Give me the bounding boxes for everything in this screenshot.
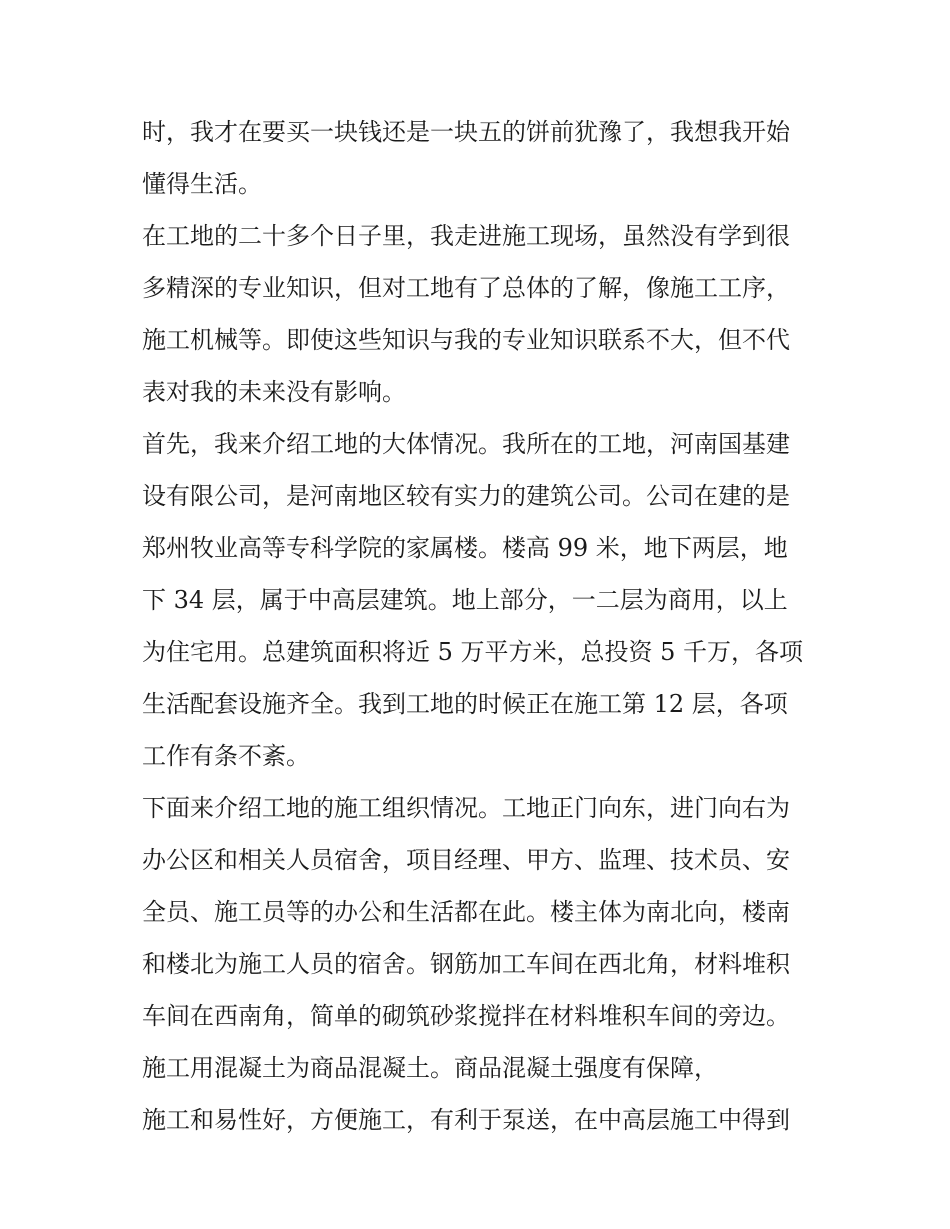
text-line: 生活配套设施齐全。我到工地的时候正在施工第 12 层，各项 xyxy=(142,690,788,718)
text-line: 设有限公司，是河南地区较有实力的建筑公司。公司在建的是 xyxy=(142,482,790,510)
text-line: 工作有条不紊。 xyxy=(142,742,310,770)
text-line: 在工地的二十多个日子里，我走进施工现场，虽然没有学到很 xyxy=(142,222,790,250)
text-line: 办公区和相关人员宿舍，项目经理、甲方、监理、技术员、安 xyxy=(142,846,790,874)
text-line: 车间在西南角，简单的砌筑砂浆搅拌在材料堆积车间的旁边。 xyxy=(142,1002,790,1030)
text-line: 全员、施工员等的办公和生活都在此。楼主体为南北向，楼南 xyxy=(142,898,790,926)
text-line: 时，我才在要买一块钱还是一块五的饼前犹豫了，我想我开始 xyxy=(142,118,790,146)
text-line: 和楼北为施工人员的宿舍。钢筋加工车间在西北角，材料堆积 xyxy=(142,950,790,978)
text-line: 首先，我来介绍工地的大体情况。我所在的工地，河南国基建 xyxy=(142,430,790,458)
text-line: 下 34 层，属于中高层建筑。地上部分，一二层为商用，以上 xyxy=(142,586,788,614)
text-line: 郑州牧业高等专科学院的家属楼。楼高 99 米，地下两层，地 xyxy=(142,534,788,562)
document-body xyxy=(142,106,822,1146)
text-line: 为住宅用。总建筑面积将近 5 万平方米，总投资 5 千万，各项 xyxy=(142,638,804,666)
text-line: 施工和易性好，方便施工，有利于泵送，在中高层施工中得到 xyxy=(142,1106,790,1134)
text-line: 施工机械等。即使这些知识与我的专业知识联系不大，但不代 xyxy=(142,326,790,354)
text-line: 懂得生活。 xyxy=(142,170,262,198)
text-line: 表对我的未来没有影响。 xyxy=(142,378,406,406)
text-line: 多精深的专业知识，但对工地有了总体的了解，像施工工序， xyxy=(142,274,790,302)
text-line: 施工用混凝土为商品混凝土。商品混凝土强度有保障， xyxy=(142,1054,718,1082)
text-line: 下面来介绍工地的施工组织情况。工地正门向东，进门向右为 xyxy=(142,794,790,822)
